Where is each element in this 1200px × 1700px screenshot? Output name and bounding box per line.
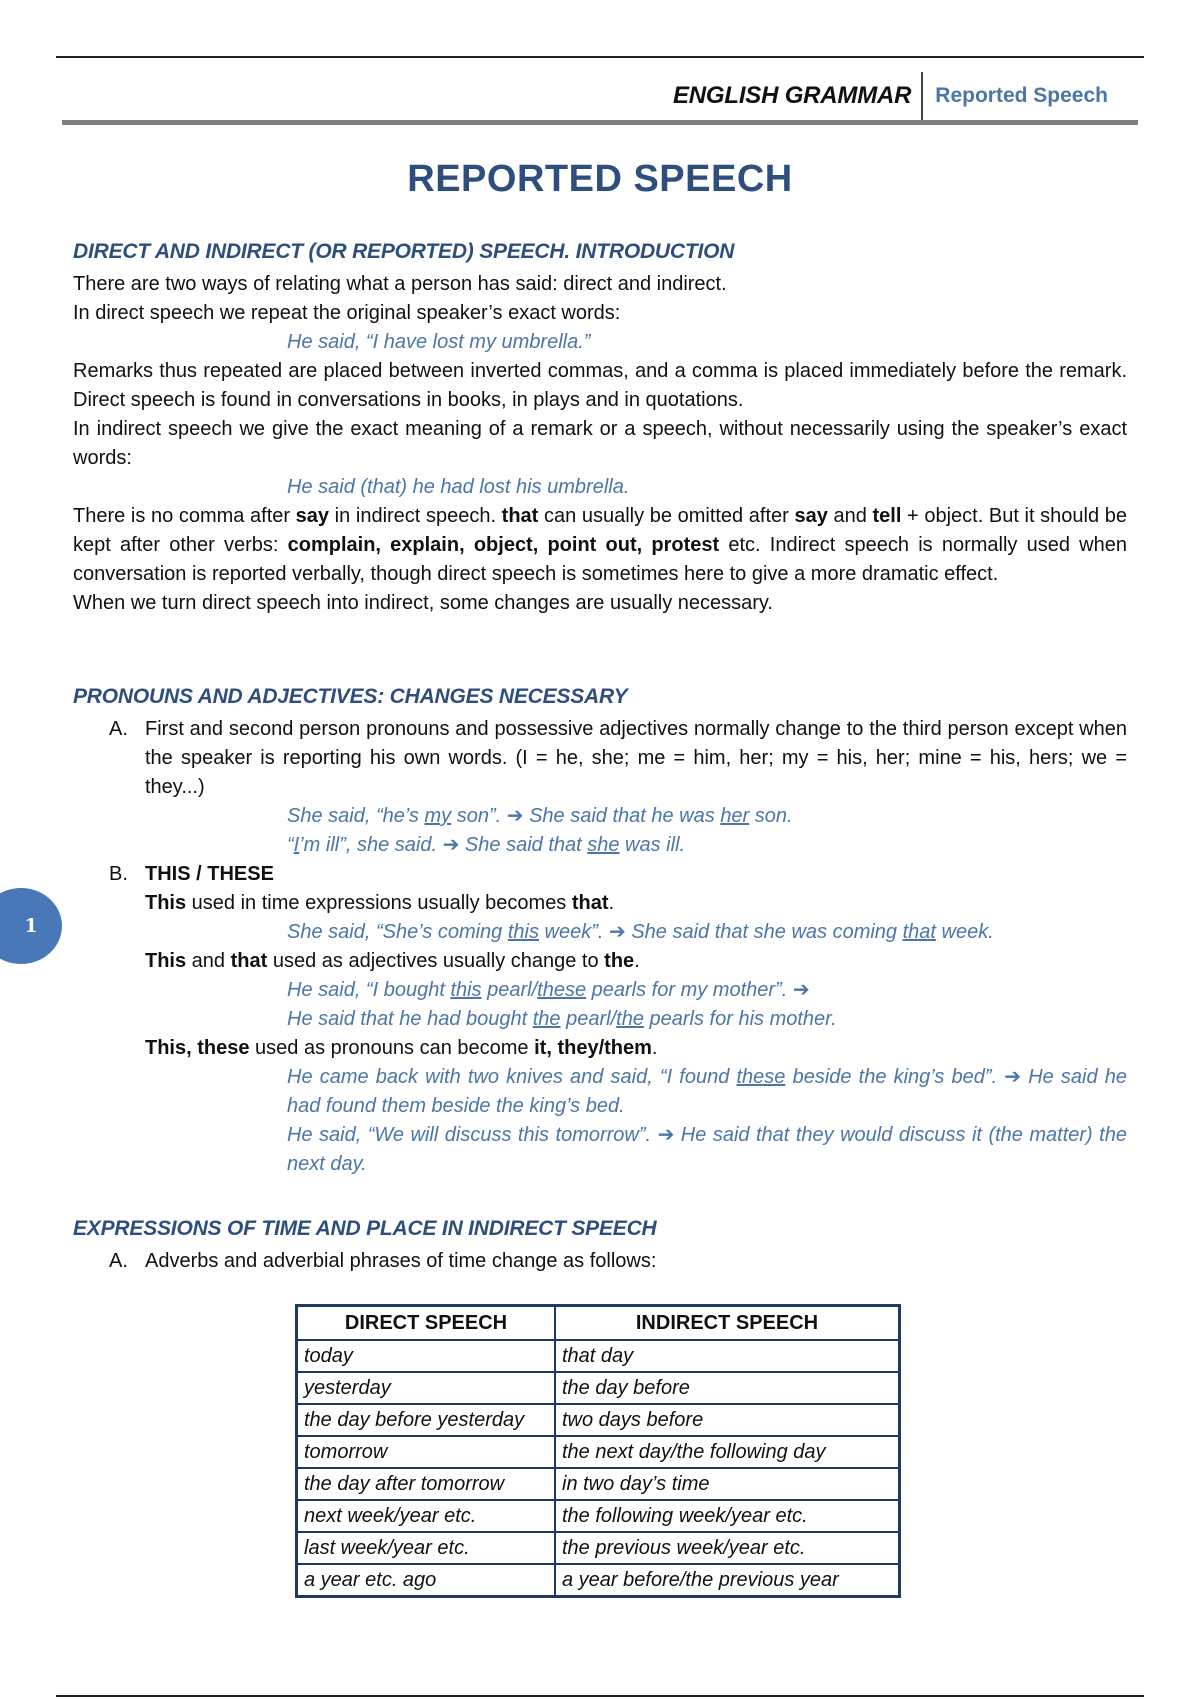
- table-row: [297, 1340, 900, 1372]
- table-row: [297, 1436, 900, 1468]
- example: He said (that) he had lost his umbrella.: [287, 476, 630, 498]
- page-title: REPORTED SPEECH: [407, 158, 793, 200]
- paragraph: This used in time expressions usually becomes that.: [145, 892, 615, 914]
- example: He said, “I have lost my umbrella.”: [287, 331, 591, 353]
- page-header: [62, 72, 1138, 125]
- column-header: DIRECT SPEECH: [297, 1306, 556, 1341]
- table-cell: a year etc. ago: [297, 1564, 556, 1597]
- arrow-icon: ➔: [442, 834, 460, 856]
- arrow-icon: ➔: [792, 979, 810, 1001]
- table-row: [297, 1372, 900, 1404]
- paragraph: There is no comma after say in indirect speech. that can usually be omitted after say and tell + object. But it should be kept after other verbs: complain, explain, object, point out, protest etc. Indirect speech is normally used when conversation is reported verbally, though direct speech is sometimes here to give a more dramatic effect.: [73, 505, 1127, 585]
- table-cell: tomorrow: [297, 1436, 556, 1468]
- table-cell: the day before yesterday: [297, 1404, 556, 1436]
- table-cell: the day before: [555, 1372, 900, 1404]
- section-heading: EXPRESSIONS OF TIME AND PLACE IN INDIRECT SPEECH: [73, 1217, 657, 1240]
- paragraph: Remarks thus repeated are placed between inverted commas, and a comma is placed immediately before the remark. Direct speech is found in conversations in books, in plays and in quotations.: [73, 360, 1127, 411]
- arrow-icon: ➔: [506, 805, 524, 827]
- section-intro: [73, 238, 1127, 618]
- header-subject: ENGLISH GRAMMAR: [672, 82, 912, 109]
- table-cell: the next day/the following day: [555, 1436, 900, 1468]
- paragraph: There are two ways of relating what a person has said: direct and indirect.: [73, 273, 727, 295]
- page-number-badge: 1: [0, 888, 62, 964]
- table-cell: two days before: [555, 1404, 900, 1436]
- example: “I’m ill”, she said. ➔ She said that she was ill.: [287, 834, 686, 856]
- list-item-a: [73, 715, 1127, 802]
- list-item-text: First and second person pronouns and possessive adjectives normally change to the third person except when the speaker is reporting his own words. (I = he, she; me = him, her; my = his, her; mine = his, hers; we = they...): [145, 718, 1127, 798]
- paragraph: This, these used as pronouns can become it, they/them.: [145, 1037, 658, 1059]
- section-heading: PRONOUNS AND ADJECTIVES: CHANGES NECESSARY: [73, 685, 628, 708]
- paragraph: When we turn direct speech into indirect, some changes are usually necessary.: [73, 592, 773, 614]
- column-header: INDIRECT SPEECH: [555, 1306, 900, 1341]
- example: He said, “I bought this pearl/these pearls for my mother”. ➔: [287, 979, 810, 1001]
- table-row: [297, 1404, 900, 1436]
- arrow-icon: ➔: [657, 1124, 675, 1146]
- list-item-a: [73, 1247, 1127, 1276]
- section-time: [73, 1215, 1127, 1276]
- list-marker: B.: [109, 863, 128, 885]
- table-cell: yesterday: [297, 1372, 556, 1404]
- table-cell: last week/year etc.: [297, 1532, 556, 1564]
- time-expressions-table: [295, 1304, 901, 1598]
- top-rule: [56, 56, 1144, 58]
- table-cell: that day: [555, 1340, 900, 1372]
- paragraph: In indirect speech we give the exact meaning of a remark or a speech, without necessarily using the speaker’s exact words:: [73, 418, 1127, 469]
- table-cell: the day after tomorrow: [297, 1468, 556, 1500]
- table-cell: today: [297, 1340, 556, 1372]
- list-marker: A.: [109, 1250, 128, 1272]
- table-row: [297, 1564, 900, 1597]
- table-cell: next week/year etc.: [297, 1500, 556, 1532]
- paragraph: This and that used as adjectives usually change to the.: [145, 950, 640, 972]
- example: She said, “She’s coming this week”. ➔ She said that she was coming that week.: [287, 921, 994, 943]
- paragraph: In direct speech we repeat the original speaker’s exact words:: [73, 302, 621, 324]
- bottom-rule: [56, 1695, 1144, 1697]
- table-cell: the previous week/year etc.: [555, 1532, 900, 1564]
- table-cell: the following week/year etc.: [555, 1500, 900, 1532]
- list-item-title: THIS / THESE: [145, 863, 274, 885]
- section-heading: DIRECT AND INDIRECT (OR REPORTED) SPEECH. INTRODUCTION: [73, 240, 735, 263]
- header-topic: Reported Speech: [935, 84, 1108, 107]
- example: He said that he had bought the pearl/the pearls for his mother.: [287, 1008, 837, 1030]
- example: He said, “We will discuss this tomorrow”. ➔ He said that they would discuss it (the matter) the next day.: [287, 1124, 1127, 1175]
- arrow-icon: ➔: [609, 921, 626, 943]
- arrow-icon: ➔: [1004, 1066, 1022, 1088]
- table-row: [297, 1500, 900, 1532]
- example: She said, “he’s my son”. ➔ She said that he was her son.: [287, 805, 793, 827]
- list-item-b: [73, 860, 1127, 889]
- table-header-row: [297, 1306, 900, 1341]
- table-row: [297, 1468, 900, 1500]
- table-cell: in two day’s time: [555, 1468, 900, 1500]
- list-item-text: Adverbs and adverbial phrases of time change as follows:: [145, 1250, 657, 1272]
- list-marker: A.: [109, 718, 128, 740]
- example: He came back with two knives and said, “I found these beside the king’s bed”. ➔ He said he had found them beside the king’s bed.: [287, 1066, 1127, 1117]
- table-cell: a year before/the previous year: [555, 1564, 900, 1597]
- table-row: [297, 1532, 900, 1564]
- section-pronouns: [73, 683, 1127, 1179]
